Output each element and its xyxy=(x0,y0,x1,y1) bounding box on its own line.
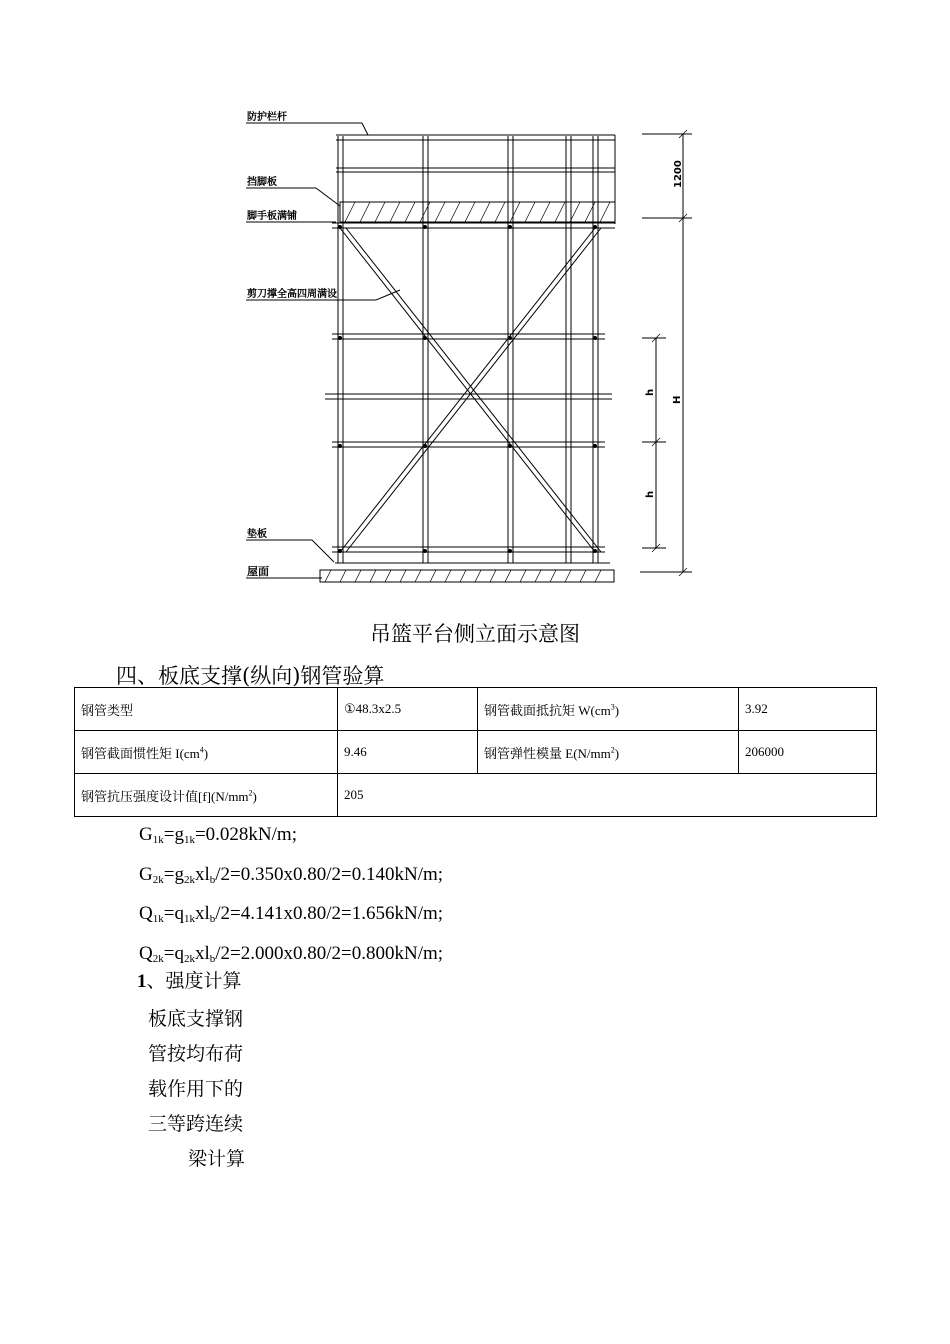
label-guardrail: 防护栏杆 xyxy=(247,112,287,123)
label-toe-board: 挡脚板 xyxy=(247,177,277,188)
load-formulas xyxy=(139,818,443,976)
label-roof: 屋面 xyxy=(247,565,269,578)
figure-caption: 吊篮平台侧立面示意图 xyxy=(370,622,580,646)
calc-line: 三等跨连续 xyxy=(148,1113,244,1135)
formula-line: $Q_{2k}=q_{2k}xl_b/2=2.000x0.80/2=0.800kN/m$; xyxy=(139,942,444,965)
dim-total: H xyxy=(672,395,683,404)
strength-calc-text xyxy=(148,1002,252,1177)
table-cell: 钢管截面惯性矩 $I(cm^4)$ xyxy=(75,731,338,774)
table-cell: 钢管弹性模量 $E(N/mm^2)$ xyxy=(478,731,739,774)
steel-pipe-properties-table xyxy=(74,687,877,817)
formula-line: $G_{1k}=g_{1k}=0.028kN/m$; xyxy=(139,824,297,846)
label-scaffold-board: 脚手板满铺 xyxy=(247,211,297,222)
dim-step-upper: h xyxy=(645,388,656,396)
calc-line: 管按均布荷 xyxy=(148,1043,244,1065)
formula-line: $Q_{1k}=q_{1k}xl_b/2=4.141x0.80/2=1.656kN/m$; xyxy=(139,903,444,925)
table-cell: 钢管抗压强度设计值$[f](N/mm^2)$ xyxy=(75,774,338,817)
dim-step-lower: h xyxy=(645,490,656,498)
label-scissor-brace: 剪刀撑全高四周满设 xyxy=(247,289,337,300)
dim-top-height: 1200 xyxy=(673,160,684,188)
label-base-pad: 垫板 xyxy=(247,529,267,540)
table-row xyxy=(75,774,877,817)
section-title: 四、板底支撑(纵向)钢管验算 xyxy=(116,664,385,688)
table-cell: ①48.3x2.5 xyxy=(338,688,478,731)
table-cell: 9.46 xyxy=(338,731,478,774)
table-cell: 205 xyxy=(338,774,877,817)
calc-line: 板底支撑钢 xyxy=(148,1008,244,1030)
table-cell: 钢管截面抵抗矩 $W(cm^3)$ xyxy=(478,688,739,731)
table-cell: 钢管类型 xyxy=(75,688,338,731)
table-cell: 206000 xyxy=(739,731,877,774)
scaffold-elevation-drawing xyxy=(0,0,950,620)
table-row xyxy=(75,731,877,774)
calc-line: 梁计算 xyxy=(188,1148,246,1170)
table-row xyxy=(75,688,877,731)
calc-line: 载作用下的 xyxy=(148,1078,244,1100)
table-cell: 3.92 xyxy=(739,688,877,731)
strength-calc-heading: 1、强度计算 xyxy=(137,970,242,992)
formula-line: $G_{2k}=g_{2k}xl_b/2=0.350x0.80/2=0.140kN/m$; xyxy=(139,863,444,886)
